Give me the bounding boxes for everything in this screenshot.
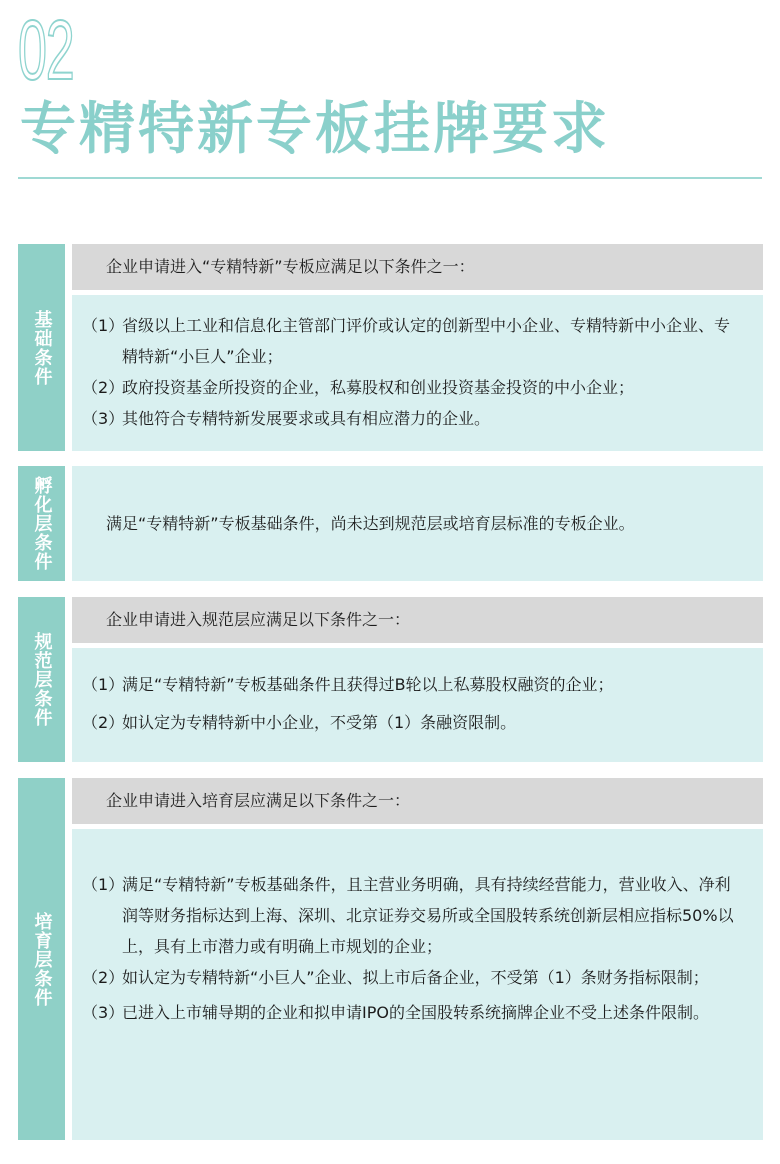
section-incubation bbox=[18, 466, 763, 581]
section-intro: 企业申请进入培育层应满足以下条件之一： bbox=[72, 778, 763, 824]
page-title: 专精特新专板挂牌要求 bbox=[20, 97, 610, 162]
list-item bbox=[72, 372, 743, 403]
section-side-tab bbox=[18, 778, 65, 1140]
section-intro: 企业申请进入“专精特新”专板应满足以下条件之一： bbox=[72, 244, 763, 290]
item-marker: （2） bbox=[82, 713, 125, 732]
item-marker: （1） bbox=[82, 875, 125, 894]
section-standard bbox=[18, 597, 763, 762]
section-basic bbox=[18, 244, 763, 451]
list-item bbox=[72, 962, 743, 993]
item-marker: （1） bbox=[82, 316, 125, 335]
list-item bbox=[72, 310, 743, 372]
section-side-tab bbox=[18, 466, 65, 581]
section-side-tab bbox=[18, 597, 65, 762]
item-text: 政府投资基金所投资的企业，私募股权和创业投资基金投资的中小企业； bbox=[122, 378, 635, 397]
item-text: 如认定为专精特新“小巨人”企业、拟上市后备企业，不受第（1）条财务指标限制； bbox=[122, 968, 709, 987]
item-text: 如认定为专精特新中小企业，不受第（1）条融资限制。 bbox=[122, 713, 517, 732]
item-marker: （1） bbox=[82, 675, 125, 694]
item-text: 满足“专精特新”专板基础条件，且主营业务明确，具有持续经营能力，营业收入、净利润等财务指标达到上海、深圳、北京证券交易所或全国股转系统创新层相应指标50%以上，具有上市潜力或有明确上市规划的企业； bbox=[122, 875, 734, 956]
section-side-tab bbox=[18, 244, 65, 451]
section-body bbox=[72, 466, 763, 581]
item-text: 其他符合专精特新发展要求或具有相应潜力的企业。 bbox=[122, 409, 491, 428]
item-marker: （3） bbox=[82, 409, 125, 428]
section-cultivation bbox=[18, 778, 763, 1140]
list-item bbox=[72, 997, 743, 1028]
item-marker: （3） bbox=[82, 1003, 125, 1022]
item-text: 已进入上市辅导期的企业和拟申请IPO的全国股转系统摘牌企业不受上述条件限制。 bbox=[122, 1003, 709, 1022]
list-item bbox=[72, 869, 743, 962]
section-label: 孵化层条件 bbox=[31, 476, 53, 571]
list-item bbox=[72, 669, 743, 700]
list-item bbox=[72, 707, 743, 738]
section-body bbox=[72, 295, 763, 451]
section-text: 满足“专精特新”专板基础条件，尚未达到规范层或培育层标准的专板企业。 bbox=[106, 514, 635, 533]
section-body bbox=[72, 648, 763, 762]
item-text: 满足“专精特新”专板基础条件且获得过B轮以上私募股权融资的企业； bbox=[122, 675, 614, 694]
item-marker: （2） bbox=[82, 968, 125, 987]
item-text: 省级以上工业和信息化主管部门评价或认定的创新型中小企业、专精特新中小企业、专精特新“小巨人”企业； bbox=[122, 316, 731, 366]
section-label: 规范层条件 bbox=[31, 632, 53, 727]
section-label: 培育层条件 bbox=[31, 911, 53, 1007]
section-label: 基础条件 bbox=[31, 309, 53, 386]
list-item bbox=[72, 403, 743, 434]
section-body bbox=[72, 829, 763, 1140]
title-divider bbox=[18, 177, 762, 179]
section-number: 02 bbox=[18, 3, 74, 97]
item-marker: （2） bbox=[82, 378, 125, 397]
section-intro: 企业申请进入规范层应满足以下条件之一： bbox=[72, 597, 763, 643]
